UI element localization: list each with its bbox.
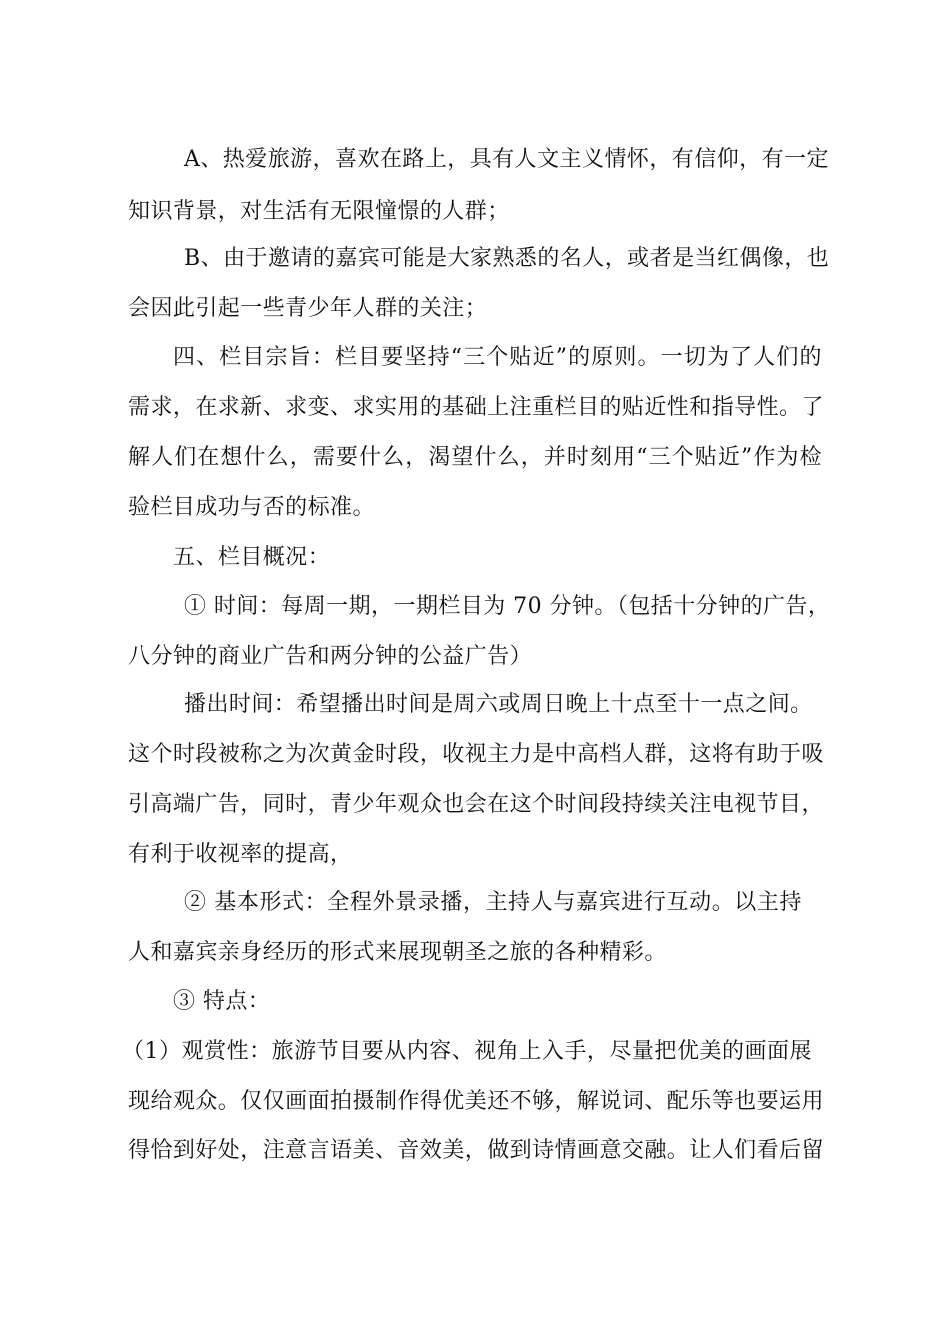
audience-b-line-2: 会因此引起一些青少年人群的关注； [128, 296, 488, 321]
section-4-line-1: 四、栏目宗旨：栏目要坚持“三个贴近”的原则。一切为了人们的 [173, 345, 822, 370]
item-3-heading: ③ 特点： [173, 989, 271, 1014]
audience-a-line-2: 知识背景，对生活有无限憧憬的人群； [128, 199, 510, 224]
audience-b-line-1: B、由于邀请的嘉宾可能是大家熟悉的名人，或者是当红偶像，也 [184, 246, 830, 271]
broadcast-time-line-1: 播出时间：希望播出时间是周六或周日晚上十点至十一点之间。 [184, 692, 813, 717]
audience-a-line-1: A、热爱旅游，喜欢在路上，具有人文主义情怀，有信仰，有一定 [184, 147, 829, 172]
broadcast-time-line-3: 引高端广告，同时，青少年观众也会在这个时间段持续关注电视节目， [128, 792, 824, 817]
feature-1-line-3: 得恰到好处，注意言语美、音效美，做到诗情画意交融。让人们看后留 [128, 1138, 824, 1163]
section-4-line-2: 需求，在求新、求变、求实用的基础上注重栏目的贴近性和指导性。了 [128, 395, 824, 420]
item-1-line-2: 八分钟的商业广告和两分钟的公益广告） [128, 644, 533, 669]
section-4-line-4: 验栏目成功与否的标准。 [128, 495, 375, 520]
section-5-heading: 五、栏目概况： [173, 545, 331, 570]
item-2-line-2: 人和嘉宾亲身经历的形式来展现朝圣之旅的各种精彩。 [128, 940, 667, 965]
item-2-line-1: ② 基本形式：全程外景录播，主持人与嘉宾进行互动。以主持 [184, 890, 802, 915]
item-1-line-1: ① 时间：每周一期，一期栏目为 70 分钟。（包括十分钟的广告， [184, 594, 831, 619]
broadcast-time-line-2: 这个时段被称之为次黄金时段，收视主力是中高档人群，这将有助于吸 [128, 742, 824, 767]
feature-1-line-1: （1）观赏性：旅游节目要从内容、视角上入手，尽量把优美的画面展 [122, 1039, 812, 1064]
broadcast-time-line-4: 有利于收视率的提高， [128, 842, 353, 867]
feature-1-line-2: 现给观众。仅仅画面拍摄制作得优美还不够，解说词、配乐等也要运用 [128, 1089, 824, 1114]
section-4-line-3: 解人们在想什么，需要什么，渴望什么，并时刻用“三个贴近”作为检 [128, 445, 822, 470]
